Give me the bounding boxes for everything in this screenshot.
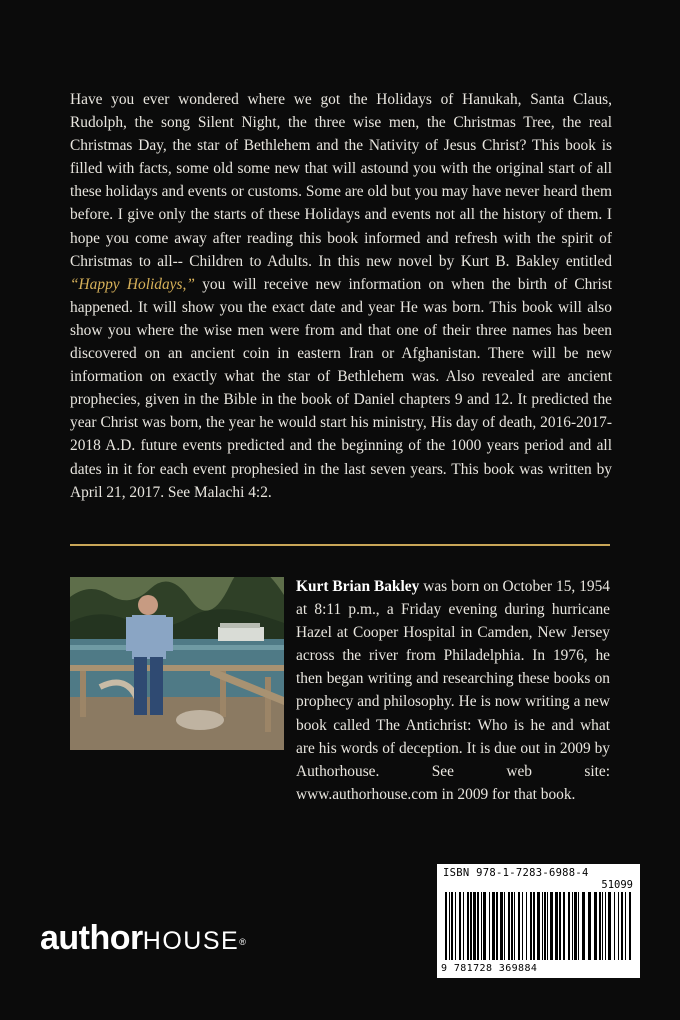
barcode-bar [563,892,565,960]
barcode-bar [568,892,570,960]
barcode-bar [470,892,472,960]
barcode-bar [496,892,498,960]
author-bio-text: was born on October 15, 1954 at 8:11 p.m., a Friday evening during hurricane Hazel at Cooper Hospital in Camden, New Jersey across the river from Philadelphia. In 1976, he then began writing and researching these books on prophecy and philosophy. He is now writing a new book called The Antichrist: Who is he and what are his words of deception. It is due out in 2009 by Authorhouse. See web site: www.authorhouse.com in 2009 for that book. [296,578,610,803]
barcode-bar [508,892,510,960]
blurb-part-2: you will receive new information on when the birth of Christ happened. It will show you the exact date and year He was born. This book will also show you where the wise men were from and that one of their three names has been discovered on an ancient coin in eastern Iran or Afghanistan. There will be new information on exactly what the star of Bethlehem was. Also revealed are ancient prophecies, given in the Bible in the book of Daniel chapters 9 and 12. It predicted the year Christ was born, the year he would start his ministry, His day of death, 2016-2017-2018 A.D. future events predicted and the beginning of the 1000 years period and all dates in it for each event prophesied in the last seven years. This book was written by April 21, 2017. See Malachi 4:2. [70,275,612,501]
barcode-bar [473,892,476,960]
barcode-bar [608,892,611,960]
logo-house: HOUSE [142,927,240,955]
isbn-number: ISBN 978-1-7283-6988-4 [443,867,589,879]
author-bio [296,575,610,806]
barcode-bar [621,892,623,960]
isbn-barcode [437,864,640,978]
author-photo-illustration [70,577,284,750]
barcode-bar [477,892,479,960]
barcode-bar [547,892,548,960]
barcode-bar [451,892,453,960]
author-name: Kurt Brian Bakley [296,578,420,595]
barcode-bar [599,892,601,960]
blurb-part-1: Have you ever wondered where we got the Holidays of Hanukah, Santa Claus, Rudolph, the song Silent Night, the three wise men, the Christmas Tree, the real Christmas Day, the star of Bethlehem and the Nativity of Jesus Christ? This book is filled with facts, some old some new that will astound you with the original start of all these holidays and events or customs. Some are old but you may have never heard them before. I give only the starts of these Holidays and events not all the history of them. I hope you come away after reading this book informed and refresh with the spirit of Christmas to all-- Children to Adults. In this new novel by Kurt B. Bakley entitled [70,91,612,270]
barcode-bar [518,892,520,960]
barcode-bar [574,892,577,960]
barcode-bar [455,892,456,960]
barcode-bar [483,892,486,960]
barcode-bar [594,892,597,960]
author-photo [70,577,284,750]
registered-mark: ® [239,937,246,947]
barcode-bar [533,892,535,960]
barcode-bar [522,892,523,960]
barcode-bar [605,892,606,960]
barcode-digits: 9 781728 369884 [441,963,538,974]
barcode-bar [625,892,626,960]
barcode-bar [582,892,585,960]
barcode-bar [550,892,553,960]
barcode-bar [559,892,561,960]
publisher-logo [40,918,245,961]
barcode-bar [614,892,615,960]
barcode-bar [578,892,579,960]
gold-divider [70,544,610,546]
barcode-bar [459,892,461,960]
barcode-bar [514,892,515,960]
barcode-bar [542,892,543,960]
back-cover-blurb [70,88,612,504]
barcode-bar [492,892,495,960]
barcode-bar [602,892,603,960]
barcode-bar [504,892,505,960]
barcode-bar [445,892,447,960]
barcode-bar [481,892,482,960]
barcode-bar [544,892,546,960]
barcode-bar [500,892,503,960]
barcode-bar [489,892,490,960]
barcode-bar [511,892,513,960]
price-code: 51099 [601,879,633,891]
barcode-bar [555,892,558,960]
barcode-bar [530,892,532,960]
barcode-bar [537,892,540,960]
barcode-bar [449,892,450,960]
barcode-bar [526,892,527,960]
barcode-bar [618,892,619,960]
barcode-bar [572,892,573,960]
logo-author: author [40,919,143,957]
barcode-bar [467,892,469,960]
barcode-bar [463,892,464,960]
barcode-bars [437,864,640,978]
barcode-bar [629,892,631,960]
book-title: “Happy Holidays,” [70,275,195,293]
barcode-bar [588,892,591,960]
